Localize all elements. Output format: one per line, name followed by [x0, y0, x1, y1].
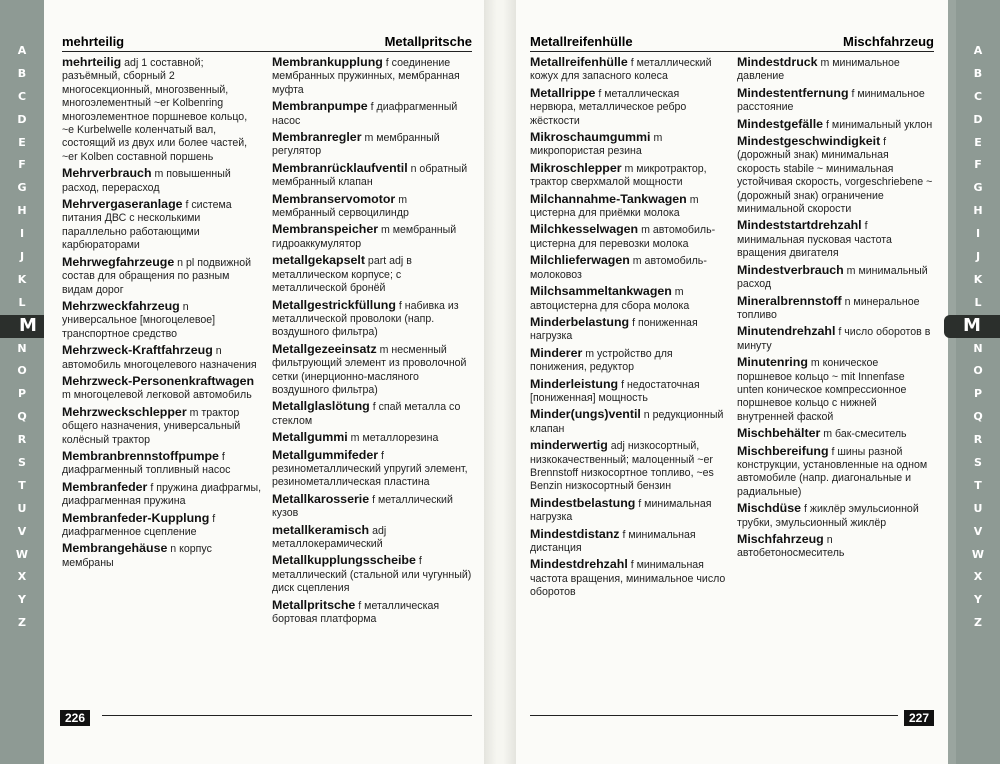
- dictionary-entry: [272, 56, 472, 97]
- thumb-index-letter: T: [18, 478, 26, 492]
- entry-definition: m многоцелевой легковой автомобиль: [62, 389, 252, 402]
- entry-definition: m коническое поршневое кольцо ~ mit Innenfase unten коническое компрессионное поршневое кольцо с нижней внутренней фаской: [737, 357, 907, 423]
- dictionary-entry: [530, 131, 727, 159]
- entry-headword: Mehrzweckfahrzeug: [62, 298, 180, 313]
- dictionary-entry: [737, 295, 934, 323]
- entry-headword: Metallgummifeder: [272, 447, 379, 462]
- entry-definition: adj металлокерамический: [272, 524, 387, 550]
- dictionary-entry: [530, 408, 727, 436]
- thumb-index-letter: P: [973, 387, 983, 401]
- left-header-first: mehrteilig: [62, 34, 125, 49]
- thumb-index-letter: D: [973, 112, 983, 126]
- entry-definition: n минеральное топливо: [737, 295, 920, 321]
- entry-headword: metallkeramisch: [272, 522, 370, 537]
- dictionary-entry: [62, 406, 262, 447]
- dictionary-column: [530, 56, 727, 603]
- thumb-index-letter: M: [0, 315, 56, 338]
- thumb-index-letter: S: [18, 456, 26, 470]
- thumb-index-letter: M: [944, 315, 1000, 338]
- entry-definition: m автомобиль-цистерна для перевозки молока: [530, 224, 716, 250]
- thumb-index-letter: C: [17, 89, 27, 103]
- entry-definition: f число оборотов в минуту: [737, 326, 931, 352]
- thumb-index-letter: Z: [18, 616, 26, 630]
- dictionary-entry: [530, 558, 727, 599]
- entry-definition: m автоцистерна для сбора молока: [530, 286, 690, 312]
- dictionary-entry: [272, 100, 472, 128]
- entry-definition: m мембранный гидроаккумулятор: [272, 224, 457, 250]
- dictionary-entry: [272, 554, 472, 595]
- entry-headword: Mindestverbrauch: [737, 262, 844, 277]
- dictionary-entry: [272, 431, 472, 445]
- dictionary-entry: [737, 219, 934, 260]
- dictionary-entry: [530, 285, 727, 313]
- entry-headword: Mindestgeschwindigkeit: [737, 134, 881, 149]
- thumb-index-letter: I: [975, 227, 981, 241]
- entry-headword: Mindestgefälle: [737, 116, 824, 131]
- entry-definition: n универсальное [многоцелевое] транспортное средство: [62, 300, 216, 340]
- thumb-index-letter: L: [18, 295, 26, 309]
- entry-definition: f металлическая бортовая платформа: [272, 599, 440, 626]
- entry-headword: Mischbehälter: [737, 426, 821, 441]
- thumb-index-letter: A: [973, 44, 983, 57]
- entry-definition: n автобетоносмеситель: [737, 534, 845, 560]
- thumb-index-letter: J: [975, 250, 981, 264]
- thumb-index-letter: I: [19, 227, 25, 241]
- dictionary-entry: [737, 445, 934, 500]
- dictionary-entry: [272, 449, 472, 490]
- dictionary-entry: [62, 198, 262, 253]
- entry-headword: Metallglaslötung: [272, 399, 370, 414]
- entry-headword: Membrankupplung: [272, 55, 383, 69]
- entry-headword: Milchkesselwagen: [530, 222, 639, 237]
- right-running-head: [530, 34, 934, 52]
- entry-headword: Membranpumpe: [272, 99, 368, 114]
- entry-headword: Membranregler: [272, 130, 362, 145]
- entry-headword: Mindestdruck: [737, 55, 818, 69]
- entry-definition: m устройство для понижения, редуктор: [530, 347, 673, 374]
- left-header-last: Metallpritsche: [384, 34, 472, 49]
- entry-headword: Mineralbrennstoff: [737, 293, 842, 308]
- thumb-index-letter: U: [973, 501, 983, 515]
- thumb-index-letter: U: [17, 501, 27, 515]
- thumb-index-letter: F: [18, 158, 26, 172]
- entry-definition: f диафрагменный топливный насос: [62, 450, 231, 477]
- thumb-index-letter: R: [17, 433, 27, 447]
- dictionary-column: [272, 56, 472, 629]
- entry-headword: Mischdüse: [737, 501, 802, 516]
- left-bottom-rule: [102, 715, 472, 717]
- entry-headword: Mischfahrzeug: [737, 532, 824, 546]
- entry-definition: f минимальная нагрузка: [530, 497, 712, 524]
- entry-definition: f система питания ДВС с несколькими параллельно работающими карбюраторами: [62, 199, 232, 252]
- entry-definition: f резинометаллический упругий элемент, резинометаллическая пластина: [272, 449, 468, 489]
- entry-definition: f минимальная пусковая частота вращения двигателя: [737, 220, 892, 260]
- entry-definition: adj 1 составной; разъёмный, сборный 2 многосекционный, многозвенный, многоэлементный ~er Kolbenring многоэлементное поршневое кольцо, ~e Kurbelwelle коленчатый вал, состоящий из двух или более частей, ~er Kolben составной поршень: [62, 57, 248, 163]
- entry-definition: n обратный мембранный клапан: [272, 162, 468, 189]
- entry-headword: Membranfeder: [62, 479, 148, 494]
- entry-definition: f спай металла со стеклом: [272, 401, 461, 427]
- entry-definition: m микропористая резина: [530, 132, 663, 158]
- entry-headword: minderwertig: [530, 438, 608, 453]
- entry-headword: Mikroschaumgummi: [530, 130, 651, 145]
- entry-headword: Mischbereifung: [737, 443, 829, 458]
- entry-definition: f минимальный уклон: [823, 118, 933, 131]
- entry-definition: f пониженная нагрузка: [530, 316, 698, 343]
- entry-headword: Mindestdistanz: [530, 526, 620, 541]
- dictionary-entry: [530, 162, 727, 190]
- thumb-index-letter: O: [973, 364, 983, 378]
- entry-definition: m повышенный расход, перерасход: [62, 168, 231, 194]
- entry-headword: Mehrwegfahrzeuge: [62, 254, 175, 269]
- right-bottom-rule: [530, 715, 898, 717]
- dictionary-column: [62, 56, 262, 629]
- entry-definition: m минимальное давление: [737, 57, 900, 83]
- entry-headword: Mehrzweckschlepper: [62, 404, 187, 419]
- thumb-index-letter: Q: [17, 410, 27, 424]
- thumb-index-letter: N: [973, 341, 983, 355]
- entry-definition: f минимальная частота вращения, минимальное число оборотов: [530, 559, 726, 599]
- thumb-index-letter: O: [17, 364, 27, 378]
- thumb-index-letter: B: [973, 66, 983, 80]
- dictionary-entry: [62, 375, 262, 403]
- thumb-index-letter: K: [17, 272, 27, 286]
- dictionary-entry: [272, 343, 472, 398]
- entry-headword: Metallgestrickfüllung: [272, 297, 396, 312]
- dictionary-column: [737, 56, 934, 603]
- thumb-index-letter: X: [17, 570, 27, 584]
- thumb-index-letter: B: [17, 66, 27, 80]
- entry-headword: Mindeststartdrehzahl: [737, 218, 862, 233]
- dictionary-entry: [62, 256, 262, 297]
- dictionary-entry: [272, 254, 472, 295]
- entry-headword: Metallpritsche: [272, 597, 356, 612]
- dictionary-entry: [272, 223, 472, 251]
- dictionary-entry: [272, 493, 472, 521]
- entry-definition: n корпус мембраны: [62, 543, 212, 569]
- dictionary-entry: [62, 344, 262, 372]
- dictionary-entry: [272, 162, 472, 190]
- entry-definition: m трактор общего назначения, универсальный колёсный трактор: [62, 406, 241, 446]
- thumb-index-letter: H: [973, 204, 983, 218]
- entry-definition: f диафрагменный насос: [272, 101, 458, 127]
- entry-definition: f недостаточная [пониженная] мощность: [530, 378, 700, 404]
- dictionary-entry: [737, 264, 934, 292]
- entry-headword: Milchlieferwagen: [530, 253, 630, 268]
- entry-headword: Metallreifenhülle: [530, 55, 628, 69]
- entry-definition: m бак-смеситель: [820, 428, 907, 441]
- thumb-index-left: [0, 0, 44, 764]
- dictionary-entry: [62, 450, 262, 478]
- left-running-head: [62, 34, 472, 52]
- right-header-last: Mischfahrzeug: [842, 34, 934, 49]
- entry-headword: Mehrverbrauch: [62, 166, 152, 181]
- dictionary-entry: [272, 131, 472, 159]
- thumb-index-letter: L: [974, 295, 982, 309]
- dictionary-entry: [737, 502, 934, 530]
- entry-headword: metallgekapselt: [272, 253, 365, 268]
- dictionary-entry: [530, 528, 727, 556]
- book-gutter: [484, 0, 516, 764]
- left-columns: [62, 56, 472, 629]
- entry-definition: f шины разной конструкции, установленные на одном автомобиле (напр. диагональные и радиальные): [737, 445, 928, 498]
- thumb-index-letter: X: [973, 570, 983, 584]
- entry-definition: m мембранный сервоцилиндр: [272, 193, 409, 220]
- entry-headword: Minderer: [530, 345, 583, 360]
- dictionary-entry: [530, 223, 727, 251]
- entry-definition: m микротрактор, трактор сверхмалой мощности: [530, 162, 707, 189]
- entry-definition: n pl подвижной состав для обращения по разным видам дорог: [62, 256, 252, 296]
- entry-headword: Mehrzweck-Personenkraftwagen: [62, 373, 255, 388]
- right-columns: [530, 56, 934, 603]
- thumb-index-letter: R: [973, 433, 983, 447]
- thumb-index-letter: P: [17, 387, 27, 401]
- entry-definition: f минимальная дистанция: [530, 528, 696, 554]
- entry-definition: adj низкосортный, низкокачественный; малоценный ~er Brennstoff низкосортное топливо, ~es Benzin низкосортный бензин: [530, 440, 714, 493]
- entry-headword: Mindestbelastung: [530, 495, 636, 510]
- entry-headword: Mikroschlepper: [530, 160, 622, 175]
- entry-definition: f минимальное расстояние: [737, 87, 925, 114]
- entry-headword: Metallgezeeinsatz: [272, 341, 377, 356]
- entry-headword: Milchsammeltankwagen: [530, 284, 672, 299]
- entry-definition: f металлический кожух для запасного колеса: [530, 57, 712, 83]
- dictionary-entry: [737, 427, 934, 441]
- thumb-index-letter: D: [17, 112, 27, 126]
- entry-headword: Metallkarosserie: [272, 491, 370, 506]
- thumb-index-letter: C: [973, 89, 983, 103]
- entry-headword: Membranfeder-Kupplung: [62, 510, 210, 525]
- dictionary-entry: [530, 193, 727, 221]
- dictionary-entry: [62, 167, 262, 195]
- dictionary-entry: [530, 497, 727, 525]
- entry-definition: f металлическая нервюра, металлическое ребро жёсткости: [530, 87, 687, 127]
- entry-definition: f соединение мембранных пружинных, мембранная муфта: [272, 57, 460, 96]
- thumb-index-letter: A: [17, 44, 27, 57]
- entry-definition: m цистерна для приёмки молока: [530, 193, 699, 220]
- entry-definition: n автомобиль многоцелевого назначения: [62, 345, 257, 371]
- entry-definition: part adj в металлическом корпусе; с металлической бронёй: [272, 255, 412, 295]
- entry-definition: f диафрагменное сцепление: [62, 512, 216, 538]
- dictionary-entry: [530, 439, 727, 494]
- entry-headword: Mehrvergaseranlage: [62, 197, 183, 212]
- thumb-index-letter: F: [974, 158, 982, 172]
- thumb-index-letter: H: [17, 204, 27, 218]
- dictionary-entry: [737, 56, 934, 84]
- entry-headword: Minutendrehzahl: [737, 324, 836, 339]
- right-page: [516, 0, 948, 764]
- dictionary-entry: [737, 87, 934, 115]
- thumb-index-letter: N: [17, 341, 27, 355]
- entry-definition: f металлический (стальной или чугунный) диск сцепления: [272, 555, 472, 595]
- dictionary-entry: [62, 56, 262, 164]
- entry-headword: Minutenring: [737, 355, 808, 370]
- entry-headword: Milchannahme-Tankwagen: [530, 191, 687, 206]
- thumb-index-letter: G: [17, 181, 27, 195]
- dictionary-entry: [62, 542, 262, 570]
- thumb-index-letter: S: [974, 456, 982, 470]
- entry-definition: m автомобиль-молоковоз: [530, 255, 707, 281]
- entry-headword: Metallgummi: [272, 430, 348, 445]
- entry-headword: Membranbrennstoffpumpe: [62, 448, 219, 463]
- dictionary-entry: [62, 481, 262, 509]
- dictionary-entry: [272, 400, 472, 428]
- dictionary-entry: [530, 87, 727, 128]
- right-page-number: 227: [904, 710, 934, 726]
- dictionary-entry: [272, 193, 472, 221]
- dictionary-entry: [530, 56, 727, 84]
- dictionary-entry: [530, 378, 727, 406]
- dictionary-entry: [530, 316, 727, 344]
- entry-headword: Membranservomotor: [272, 191, 396, 206]
- thumb-index-letter: Z: [974, 616, 982, 630]
- entry-headword: Minderbelastung: [530, 314, 630, 329]
- left-page-number: 226: [60, 710, 90, 726]
- thumb-index-letter: W: [15, 547, 29, 561]
- thumb-index-letter: Q: [973, 410, 983, 424]
- thumb-index-letter: T: [974, 478, 982, 492]
- entry-definition: n редукционный клапан: [530, 409, 724, 435]
- entry-headword: Membrangehäuse: [62, 541, 168, 556]
- dictionary-entry: [272, 524, 472, 552]
- thumb-index-letter: E: [18, 135, 26, 149]
- entry-definition: m металлорезина: [347, 432, 439, 445]
- thumb-index-letter: Y: [974, 593, 982, 607]
- entry-headword: Minderleistung: [530, 376, 619, 391]
- entry-headword: Membranrücklaufventil: [272, 160, 408, 175]
- thumb-index-letter: E: [974, 135, 982, 149]
- thumb-index-letter: Y: [18, 593, 26, 607]
- dictionary-entry: [530, 254, 727, 282]
- entry-definition: f (дорожный знак) минимальная скорость stabile ~ минимальная устойчивая скорость, vorgeschriebene ~ (дорожный знак) ограничение минимальной скорости: [737, 136, 933, 216]
- dictionary-entry: [272, 599, 472, 627]
- thumb-index-letter: W: [971, 547, 985, 561]
- entry-headword: Minder(ungs)ventil: [530, 407, 641, 422]
- left-page: [44, 0, 484, 764]
- thumb-index-letter: K: [973, 272, 983, 286]
- thumb-index-letter: V: [17, 524, 27, 538]
- dictionary-entry: [272, 299, 472, 340]
- dictionary-entry: [737, 533, 934, 561]
- thumb-index-letter: V: [973, 524, 983, 538]
- entry-headword: Metallkupplungsscheibe: [272, 553, 416, 568]
- dictionary-entry: [62, 300, 262, 341]
- dictionary-entry: [530, 347, 727, 375]
- entry-headword: Membranspeicher: [272, 222, 379, 237]
- dictionary-entry: [62, 512, 262, 540]
- dictionary-entry: [737, 118, 934, 132]
- entry-definition: f набивка из металлической проволоки (напр. воздушного фильтра): [272, 299, 459, 339]
- entry-definition: f жиклёр эмульсионной трубки, эмульсионный жиклёр: [737, 503, 919, 529]
- entry-definition: m несменный фильтрующий элемент из проволочной сетки (инерционно-масляного воздушного фильтра): [272, 343, 467, 396]
- entry-headword: Metallrippe: [530, 85, 596, 100]
- entry-headword: Mehrzweck-Kraftfahrzeug: [62, 343, 213, 358]
- right-header-first: Metallreifenhülle: [530, 34, 633, 49]
- thumb-index-letter: J: [19, 250, 25, 264]
- dictionary-entry: [737, 135, 934, 216]
- entry-definition: f металлический кузов: [272, 493, 453, 520]
- entry-definition: f пружина диафрагмы, диафрагменная пружина: [62, 481, 262, 508]
- entry-definition: m минимальный расход: [737, 264, 928, 291]
- thumb-index-right: [956, 0, 1000, 764]
- entry-headword: Mindestentfernung: [737, 85, 849, 100]
- entry-headword: Mindestdrehzahl: [530, 557, 628, 572]
- entry-headword: mehrteilig: [62, 55, 122, 69]
- entry-definition: m мембранный регулятор: [272, 132, 440, 158]
- thumb-index-letter: G: [973, 181, 983, 195]
- dictionary-entry: [737, 356, 934, 424]
- dictionary-entry: [737, 325, 934, 353]
